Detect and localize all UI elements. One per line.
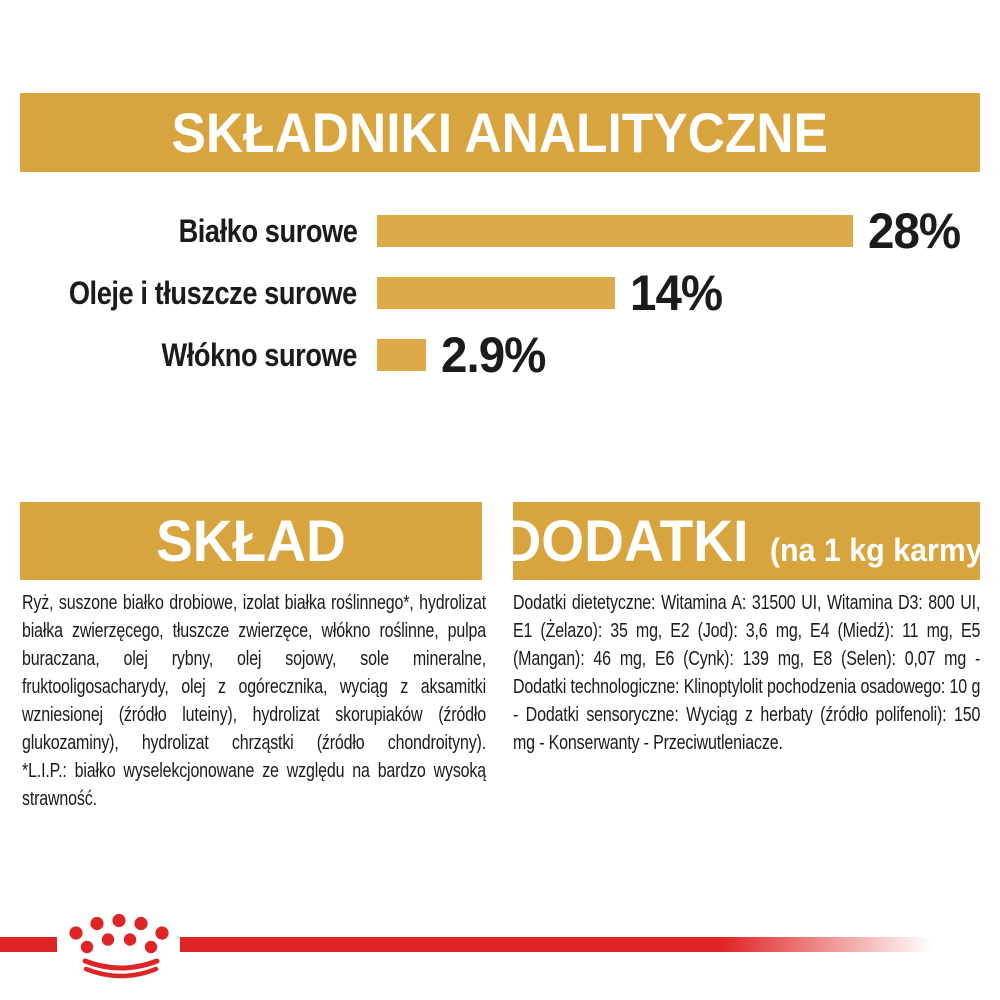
chart-category-label: Białko surowe [178, 212, 357, 249]
chart-category-label: Oleje i tłuszcze surowe [68, 274, 357, 311]
additives-subtitle: (na 1 kg karmy) [769, 531, 993, 568]
composition-body [22, 589, 486, 813]
lip-footnote: *L.I.P.: białko wyselekcjonowane ze względu na bardzo wysoką strawność. [22, 760, 486, 810]
footer-accent-stripe-right [180, 937, 932, 952]
composition-section-header [20, 502, 482, 580]
banner-title: SKŁADNIKI ANALITYCZNE [171, 101, 829, 164]
royal-canin-crown-icon [63, 908, 173, 980]
analytical-components-chart [0, 203, 1000, 401]
footer-accent-stripe-left [0, 937, 57, 952]
chart-row [0, 203, 1000, 259]
chart-category-label: Włókno surowe [161, 336, 357, 373]
chart-row [0, 265, 1000, 321]
chart-bar [377, 339, 426, 371]
chart-bar [377, 215, 853, 247]
analytical-components-banner [20, 93, 980, 172]
chart-row [0, 327, 1000, 383]
additives-section-header [501, 502, 993, 580]
additives-body [513, 589, 980, 757]
chart-value-label: 14% [630, 265, 723, 321]
chart-value-label: 2.9% [441, 327, 546, 383]
additives-text: Dodatki dietetyczne: Witamina A: 31500 UI, Witamina D3: 800 UI, E1 (Żelazo): 35 mg, E2 (Jod): 3,6 mg, E4 (Miedź): 11 mg, E5 (Mangan): 46 mg, E6 (Cynk): 139 mg, E8 (Selen): 0,07 mg - Dodatki technologiczne: Klinoptylolit pochodzenia osadowego: 10 g - Dodatki sensoryczne: Wyciąg z herbaty (źródło polifenoli): 150 mg - Konserwanty - Przeciwutleniacze. [513, 592, 981, 754]
additives-title: DODATKI [501, 508, 749, 574]
composition-title: SKŁAD [156, 508, 346, 574]
composition-text: Ryż, suszone białko drobiowe, izolat białka roślinnego*, hydrolizat białka zwierzęcego, tłuszcze zwierzęce, włókno roślinne, pulpa buraczana, olej rybny, olej sojowy, sole mineralne, fruktooligosacharydy, olej z ogórecznika, wyciąg z aksamitki wzniesionej (źródło luteiny), hydrolizat skorupiaków (źródło glukozaminy), hydrolizat chrząstki (źródło chondroityny). [22, 592, 486, 754]
chart-bar [377, 277, 615, 309]
chart-value-label: 28% [868, 203, 961, 259]
